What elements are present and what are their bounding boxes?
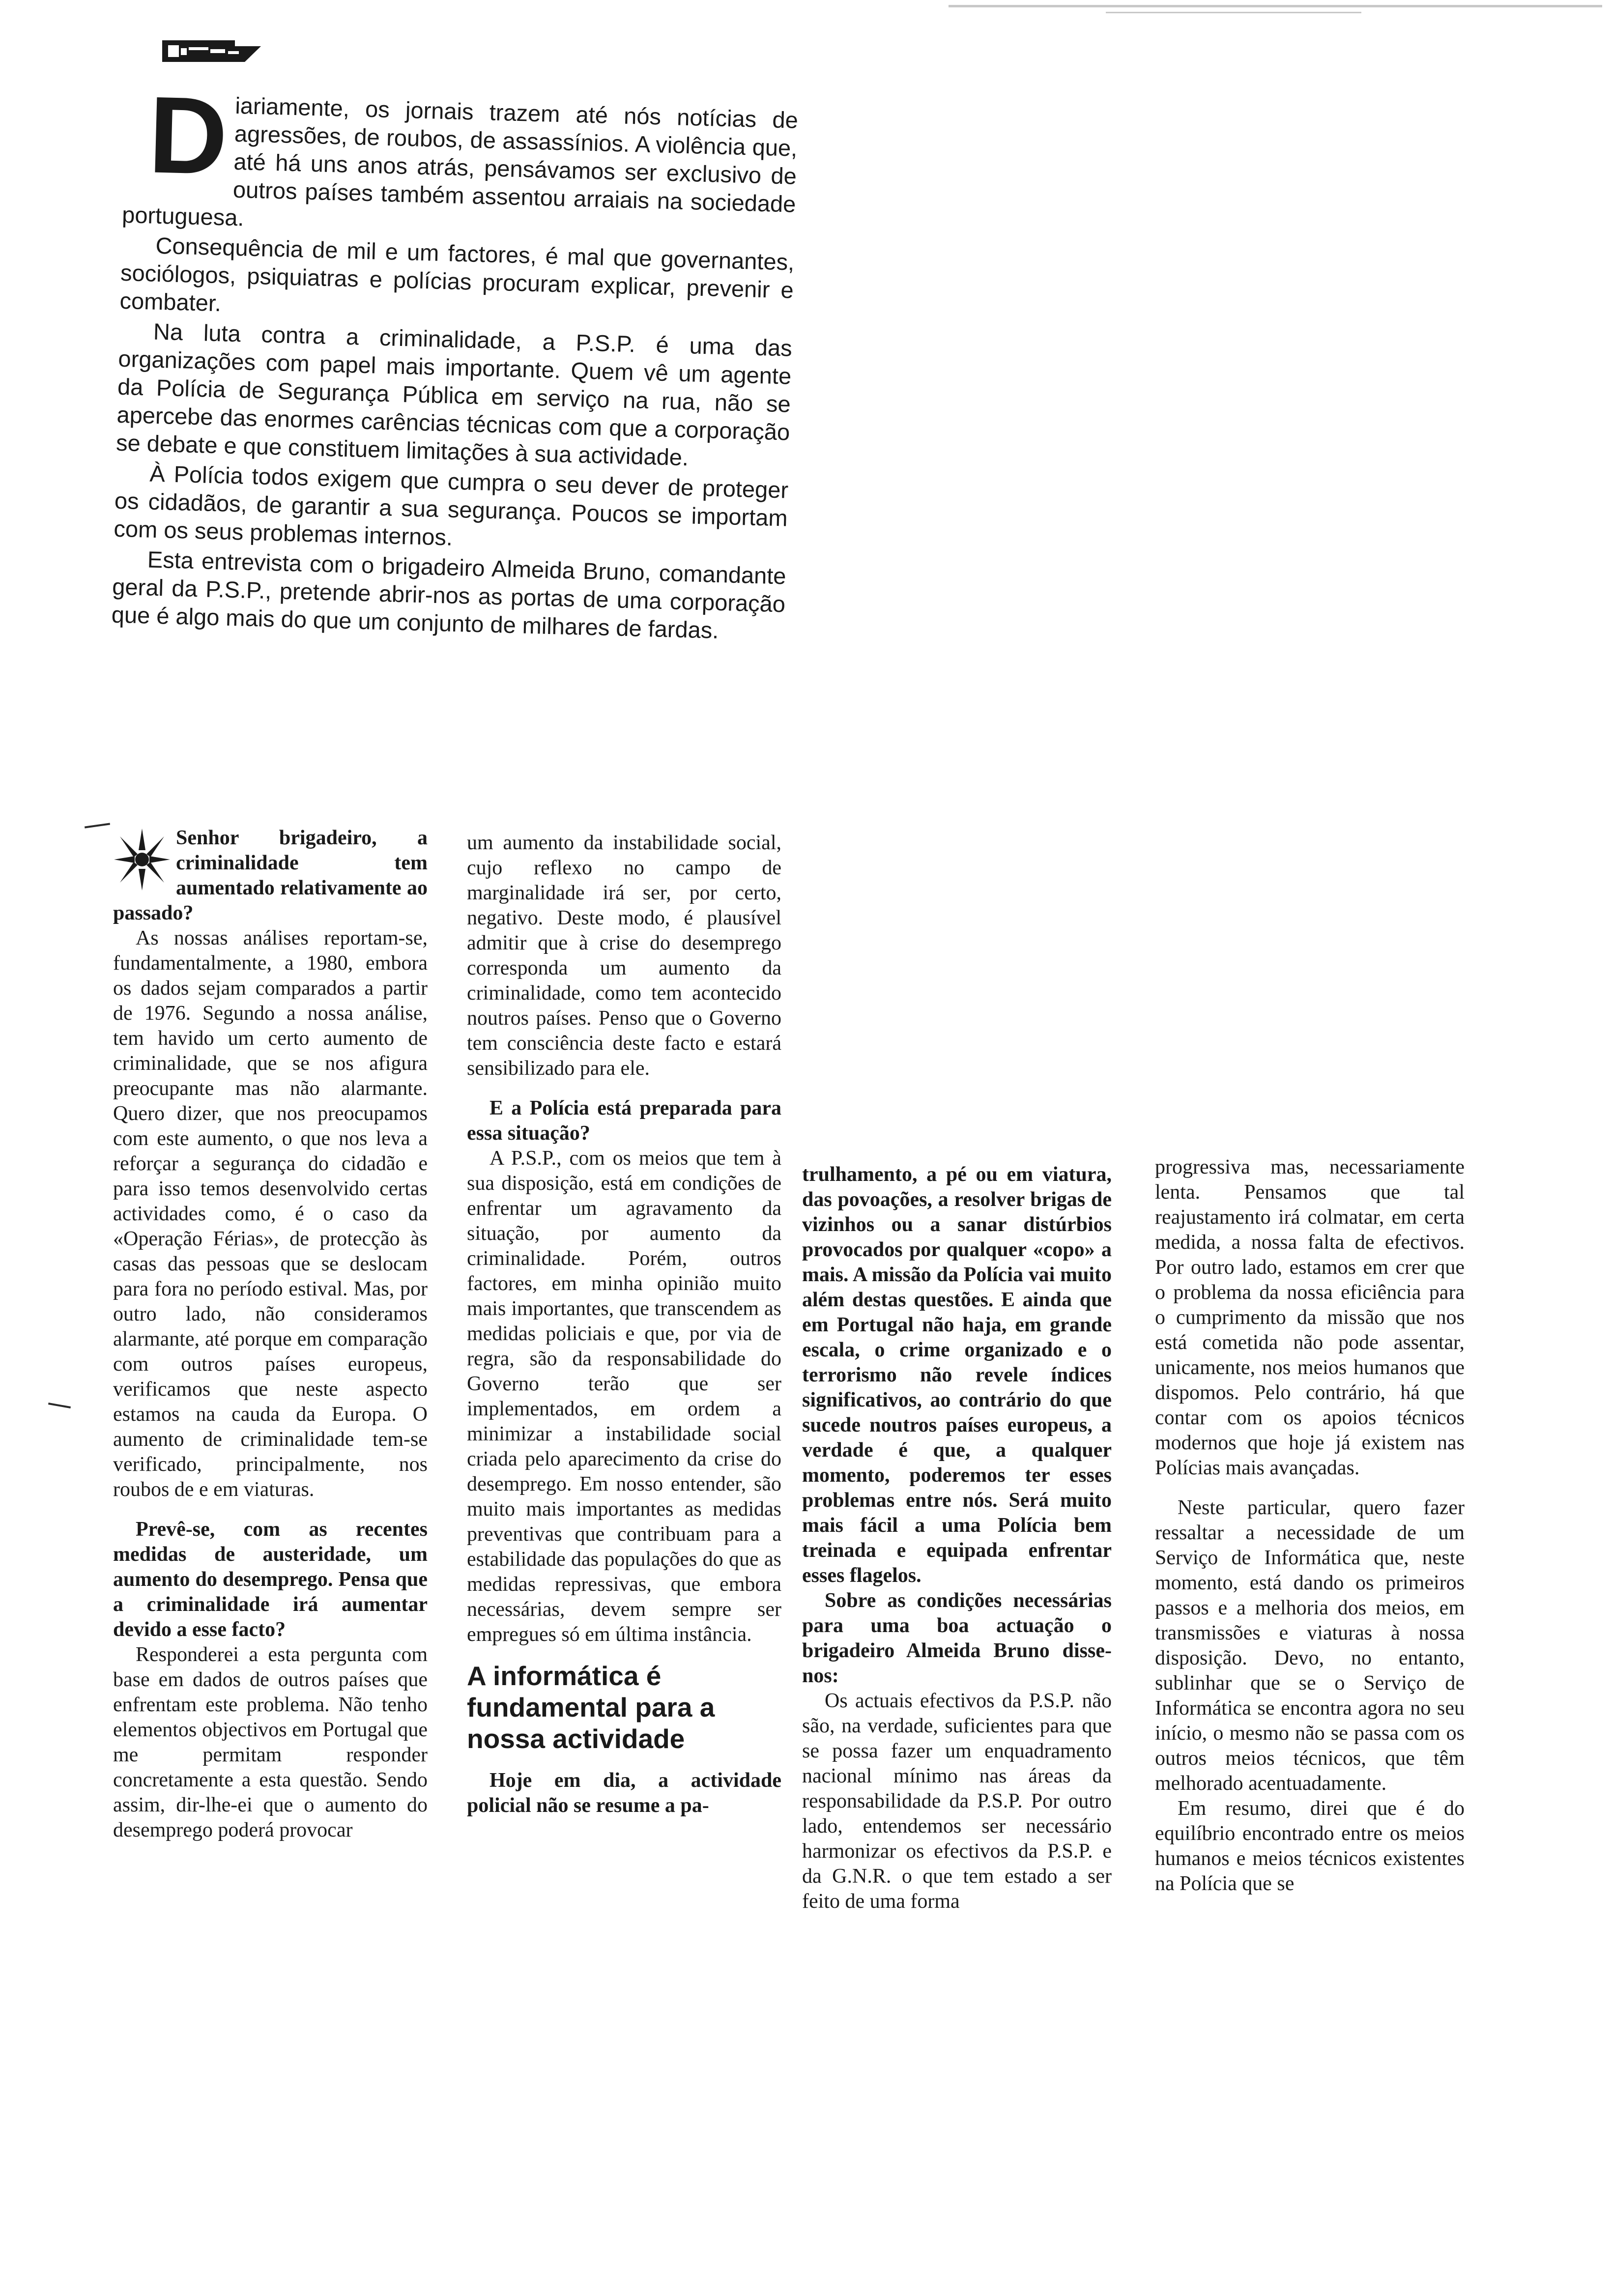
drop-cap: D xyxy=(147,74,230,198)
interview-answer: Neste particular, quero fazer ressaltar a necessidade de um Serviço de Informática que, neste momento, está dando os primeiros passos e a melhoria dos meios, em transmissões e viaturas à nossa disposição. Devo, no entanto, sublinhar que se o Serviço de Informática se encontra agora no seu início, o mesmo não se passa com os outros meios técnicos, que têm melhorado acentuadamente. xyxy=(1155,1496,1465,1795)
margin-mark xyxy=(48,1403,71,1408)
magazine-logo-icon xyxy=(161,38,262,64)
star-ornament-icon xyxy=(113,828,171,891)
interview-question: Senhor brigadeiro, a criminalidade tem aumentado relativamente ao passado? xyxy=(113,827,428,924)
scan-edge-line xyxy=(1106,12,1361,13)
margin-mark xyxy=(85,823,110,828)
interview-answer: Em resumo, direi que é do equilíbrio encontrado entre os meios humanos e meios técnicos existentes na Polícia que se xyxy=(1155,1797,1465,1895)
column-1 xyxy=(113,826,428,1843)
interview-question: E a Polícia está preparada para essa situação? xyxy=(467,1097,781,1145)
interview-answer: As nossas análises reportam-se, fundamentalmente, a 1980, embora os dados sejam comparados a partir de 1976. Segundo a nossa análise, tem havido um certo aumento de criminalidade, que se nos afigura preocupante mas não alarmante. Quero dizer, que nos preocupamos com este aumento, o que nos leva a reforçar a segurança do cidadão e para isso temos desenvolvido certas actividades como, é o caso da «Operação Férias», de protecção às casas das pessoas que se deslocam para fora no período estival. Mas, por outro lado, não consideramos alarmante, até porque em comparação com outros países europeus, verificamos que neste aspecto estamos na cauda da Europa. O aumento de criminalidade tem-se verificado, principalmente, nos roubos de e em viaturas. xyxy=(113,927,428,1501)
intro-paragraph xyxy=(121,74,799,246)
section-headline: A informática é fundamental para a nossa actividade xyxy=(467,1661,715,1754)
section-lead: Hoje em dia, a actividade policial não se resume a pa- xyxy=(467,1769,781,1817)
section-lead: trulhamento, a pé ou em viatura, das povoações, a resolver brigas de vizinhos ou a sanar distúrbios provocados por qualquer «copo» a mais. A missão da Polícia vai muito além destas questões. E ainda que em Portugal não haja, em grande escala, o crime organizado e o terrorismo não revele índices significativos, ao contrário do que sucede noutros países europeus, a verdade é que, a qualquer momento, poderemos ter esses problemas entre nós. Será muito mais fácil a uma Polícia bem treinada e equipada enfrentar esses flagelos. xyxy=(802,1163,1112,1587)
column-3 xyxy=(802,1162,1112,1914)
intro-paragraph: Consequência de mil e um factores, é mal que governantes, sociólogos, psiquiatras e polícias procuram explicar, prevenir e combater. xyxy=(119,232,795,316)
interview-answer: Os actuais efectivos da P.S.P. não são, na verdade, suficientes para que se possa fazer um enquadramento nacional mínimo nas áreas da responsabilidade da P.S.P. Por outro lado, entendemos ser necessário harmonizar os efectivos da P.S.P. e da G.N.R. o que tem estado a ser feito de uma forma xyxy=(802,1690,1112,1913)
interview-question: Prevê-se, com as recentes medidas de austeridade, um aumento do desemprego. Pensa que a criminalidade irá aumentar devido a esse facto? xyxy=(113,1518,428,1641)
scan-edge-line xyxy=(949,5,1602,7)
intro-paragraph: À Polícia todos exigem que cumpra o seu dever de proteger os cidadãos, de garantir a sua segurança. Poucos se importam com os seus problemas internos. xyxy=(113,460,789,550)
column-4 xyxy=(1155,1155,1465,1896)
article-intro xyxy=(111,74,799,648)
interview-answer: progressiva mas, necessariamente lenta. Pensamos que tal reajustamento irá colmatar, em certa medida, a nossa falta de efectivos. Por outro lado, estamos em crer que o problema da nossa eficiência para o cumprimento da missão que nos está cometida não pode assentar, unicamente, nos meios humanos que dispomos. Pelo contrário, há que contar com os apoios técnicos modernos que hoje já existem nas Polícias mais avançadas. xyxy=(1155,1156,1465,1479)
intro-paragraph: Esta entrevista com o brigadeiro Almeida Bruno, comandante geral da P.S.P., pretende abrir-nos as portas de uma corporação que é algo mais do que um conjunto de milhares de fardas. xyxy=(111,546,787,643)
interview-answer: Responderei a esta pergunta com base em dados de outros países que enfrentam este problema. Não tenho elementos objectivos em Portugal que me permitam responder concretamente a esta questão. Sendo assim, dir-lhe-ei que o aumento do desemprego poderá provocar xyxy=(113,1643,428,1841)
intro-paragraph: Na luta contra a criminalidade, a P.S.P. é uma das organizações com papel mais importante. Quem vê um agente da Polícia de Segurança Pública em serviço na rua, não se apercebe das enormes carências técnicas com que a corporação se debate e que constituem limitações à sua actividade. xyxy=(115,318,793,471)
interview-question: Sobre as condições necessárias para uma boa actuação o brigadeiro Almeida Bruno disse-nos: xyxy=(802,1589,1112,1687)
column-2 xyxy=(467,831,781,1818)
interview-answer: A P.S.P., com os meios que tem à sua disposição, está em condições de enfrentar um agravamento da situação, por aumento da criminalidade. Porém, outros factores, em minha opinião muito mais importantes, que transcendem as medidas policiais e que, por via de regra, são da responsabilidade do Governo terão que ser implementados, em ordem a minimizar a instabilidade social criada pelo aparecimento da crise do desemprego. Em nosso entender, são muito mais importantes as medidas preventivas que contribuam para a estabilidade das populações do que as medidas repressivas, que embora necessárias, devem sempre ser empregues só em última instância. xyxy=(467,1147,781,1646)
interview-answer: um aumento da instabilidade social, cujo reflexo no campo de marginalidade irá ser, por certo, negativo. Deste modo, é plausível admitir que à crise do desemprego corresponda um aumento da criminalidade, como tem acontecido noutros países. Penso que o Governo tem consciência deste facto e estará sensibilizado para ele. xyxy=(467,832,781,1080)
intro-paragraph-text: iariamente, os jornais trazem até nós notícias de agressões, de roubos, de assassínios. A violência que, até há uns anos atrás, pensávamos ser exclusivo de outros países também assentou arraiais na sociedade portuguesa. xyxy=(121,92,799,231)
